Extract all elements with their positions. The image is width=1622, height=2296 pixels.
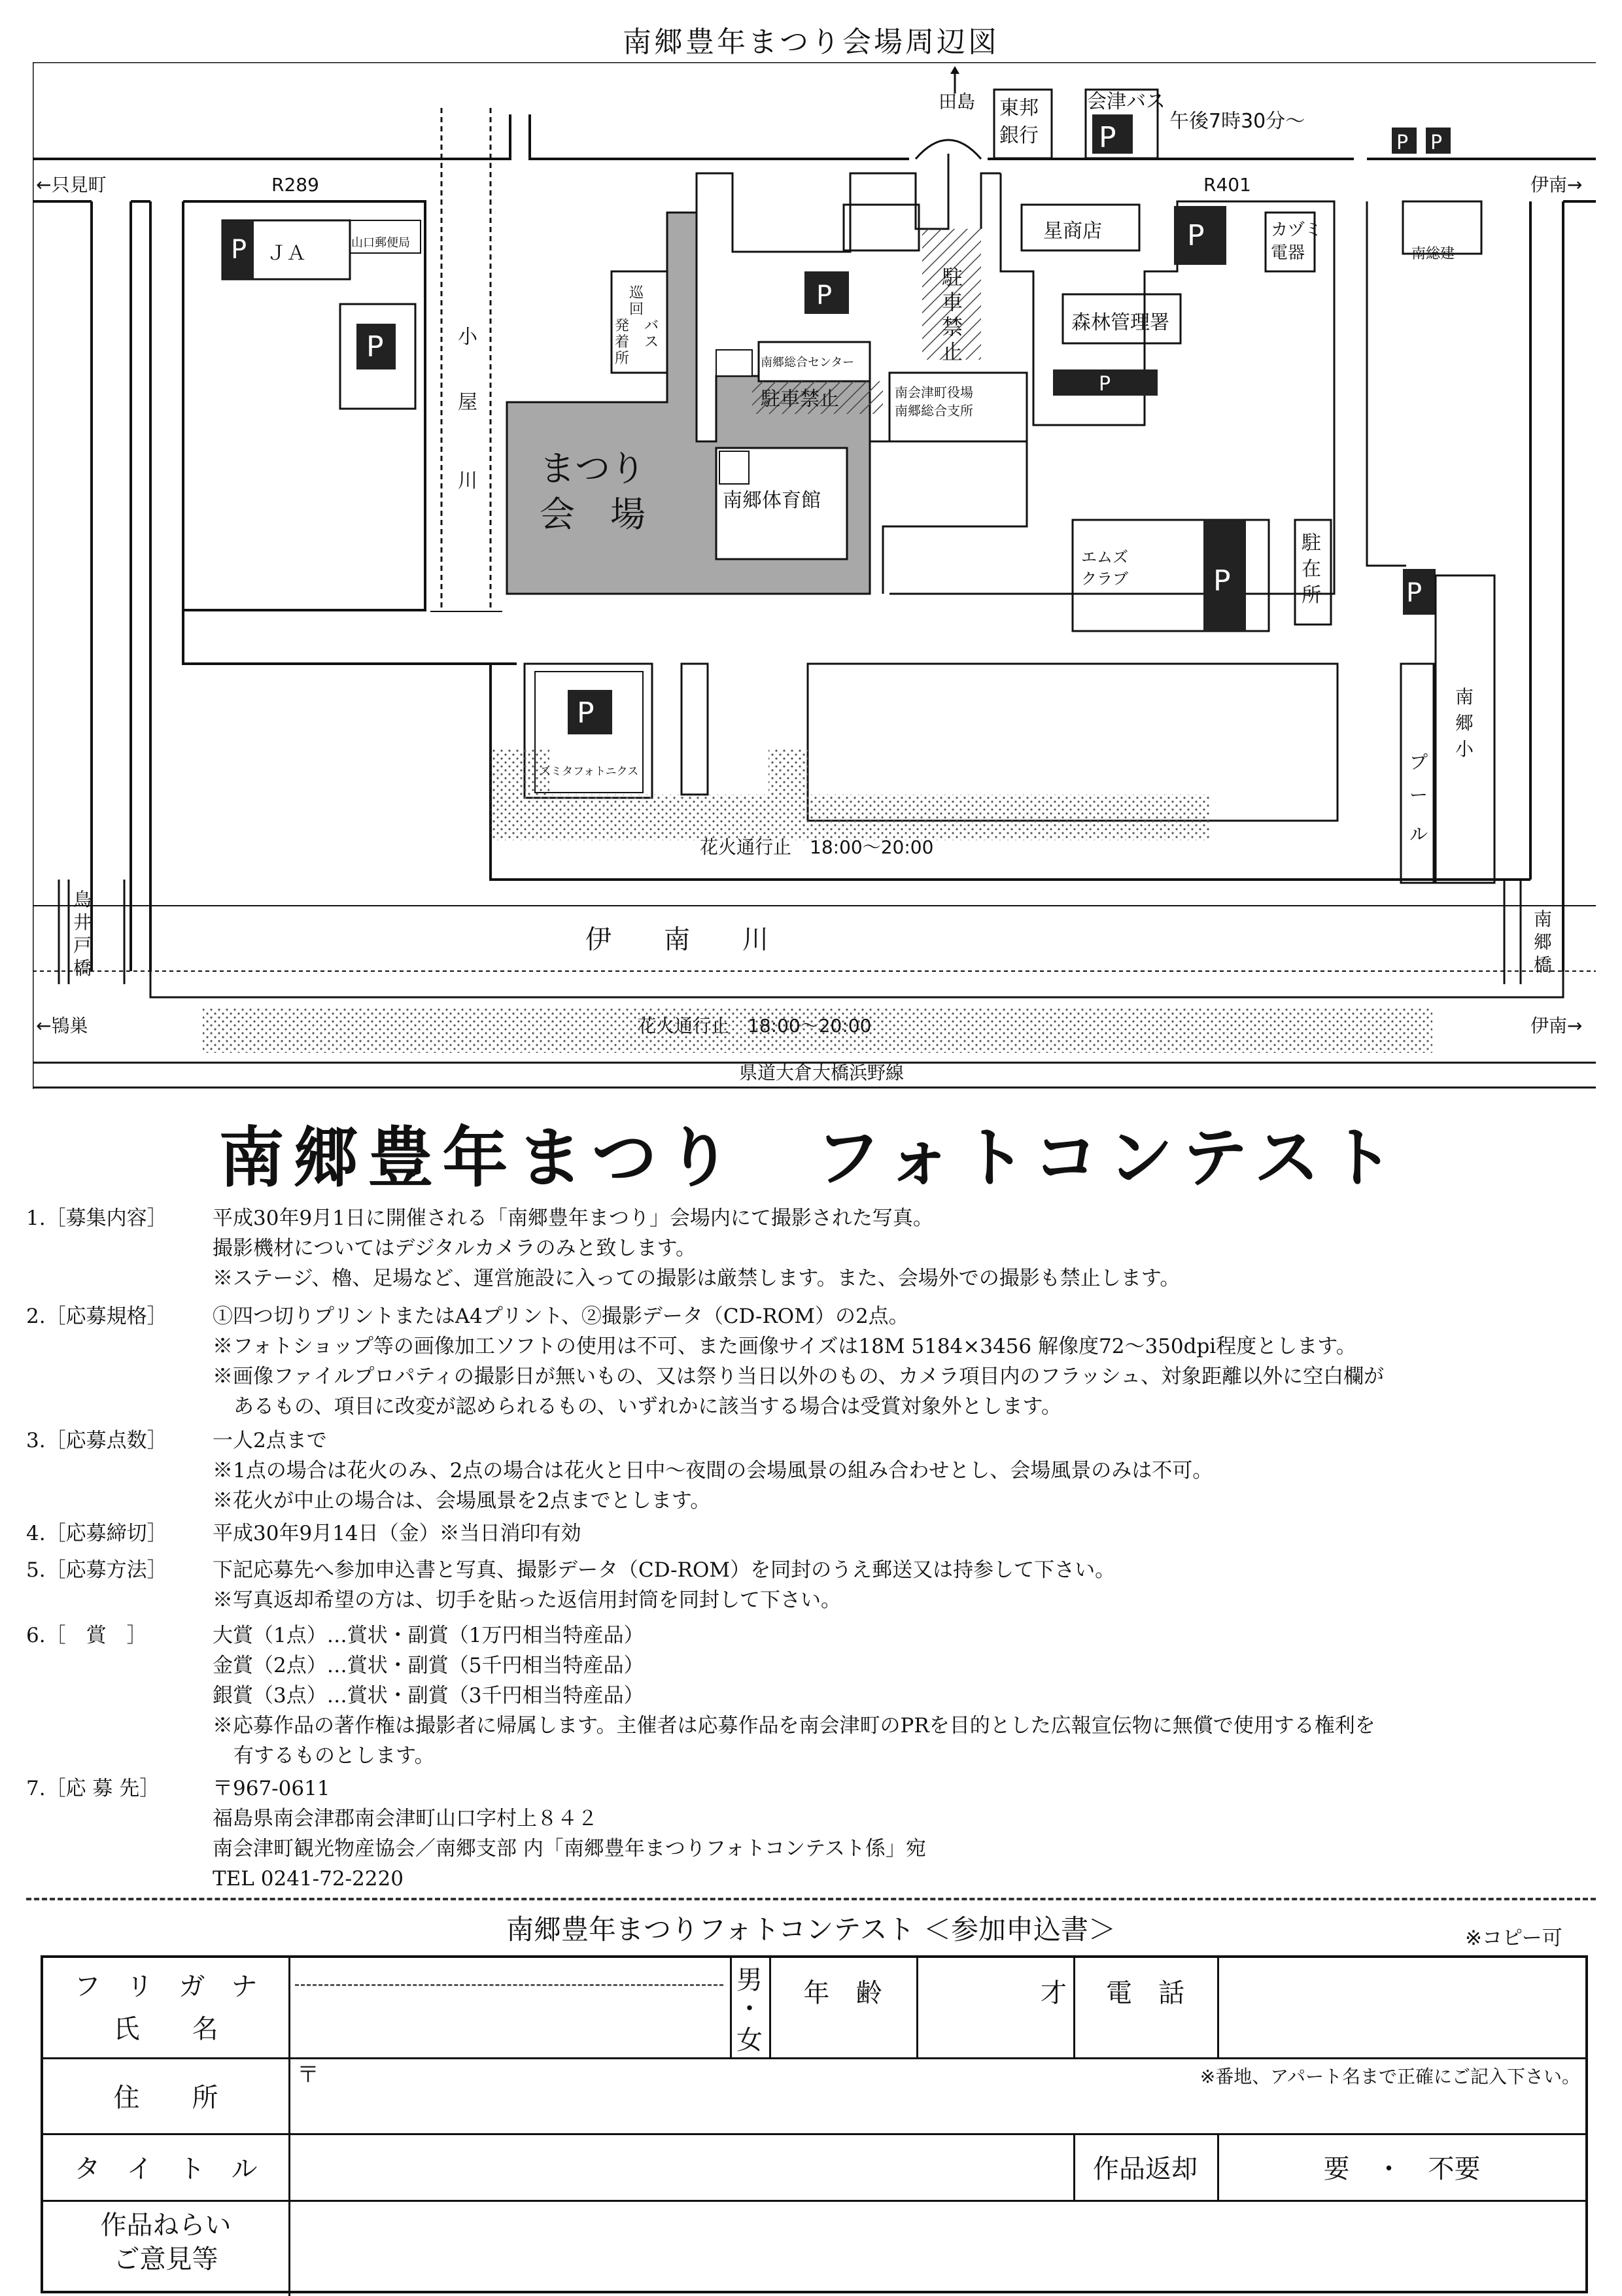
label-toriido-1: 鳥 <box>73 889 92 910</box>
label-pool-2: ー <box>1409 784 1428 806</box>
gender-female[interactable]: 女 <box>736 2025 763 2055</box>
parking-shinrin: P <box>1099 373 1111 396</box>
section-2-line: あるもの、項目に改変が認められるもの、いずれかに該当する場合は受賞対象外とします。 <box>233 1395 1062 1418</box>
contest-heading: 南郷豊年まつり フォトコンテスト <box>218 1119 1404 1196</box>
label-town-office-2: 南郷総合支所 <box>895 403 973 419</box>
label-age: 年 齢 <box>803 1978 882 2008</box>
section-6-num: 6.［ 賞 ］ <box>26 1624 147 1647</box>
section-6-line: 大賞（1点）…賞状・副賞（1万円相当特産品） <box>213 1624 644 1647</box>
section-3-line: ※1点の場合は花火のみ、2点の場合は花火と日中～夜間の会場風景の組み合わせとし、会場風景のみは不可。 <box>213 1459 1213 1482</box>
label-shinrin: 森林管理署 <box>1071 311 1169 334</box>
label-junkai-2: 回 <box>629 301 644 318</box>
section-2-num: 2.［応募規格］ <box>26 1305 167 1328</box>
section-6-line: 有するものとします。 <box>233 1744 435 1768</box>
label-address: 住 所 <box>113 2082 218 2113</box>
section-7-line: TEL 0241-72-2220 <box>213 1867 404 1891</box>
section-2-line: ※フォトショップ等の画像加工ソフトの使用は不可、また画像サイズは18M 5184×3456 解像度72～350dpi程度とします。 <box>213 1335 1356 1358</box>
label-nango-bridge-2: 郷 <box>1534 931 1553 953</box>
section-1-line: 平成30年9月1日に開催される「南郷豊年まつり」会場内にて撮影された写真。 <box>213 1207 933 1230</box>
label-inan-river: 伊 南 川 <box>585 925 768 955</box>
label-fireworks-closure-1: 花火通行止 18:00～20:00 <box>700 836 934 858</box>
label-nango-soken: 南総建 <box>1411 246 1455 262</box>
cut-line <box>26 1898 1596 1900</box>
section-6 <box>26 1620 1596 1771</box>
section-2 <box>26 1301 1596 1422</box>
section-2-line: ①四つ切りプリントまたはA4プリント、②撮影データ（CD-ROM）の2点。 <box>213 1305 909 1328</box>
label-name: 氏 名 <box>113 2013 218 2044</box>
gender-dot: ・ <box>736 1994 763 2024</box>
label-no-parking-h: 駐車禁止 <box>761 388 839 411</box>
label-koya-river-3: 川 <box>458 470 477 492</box>
postal-mark: 〒 <box>297 2061 319 2088</box>
parking-top-right-2: P <box>1430 131 1443 154</box>
section-3-line: ※花火が中止の場合は、会場風景を2点までとします。 <box>213 1489 711 1513</box>
label-aim-2: ご意見等 <box>113 2244 218 2274</box>
label-bus-time: 午後7時30分～ <box>1169 110 1305 133</box>
label-junkai-3: バ <box>644 318 659 334</box>
label-to-tadami: ←只見町 <box>36 174 107 196</box>
label-nango-elem-2: 郷 <box>1455 712 1474 734</box>
label-to-inan-bottom: 伊南→ <box>1530 1015 1583 1037</box>
return-options[interactable]: 要 ・ 不要 <box>1323 2153 1481 2184</box>
label-to-inan-top: 伊南→ <box>1530 174 1583 196</box>
label-no-parking-v-3: 禁 <box>942 315 963 339</box>
label-kazumi-2: 電器 <box>1271 243 1305 263</box>
label-junkai-1: 巡 <box>629 285 644 301</box>
label-toriido-4: 橋 <box>73 957 92 979</box>
section-1-line: ※ステージ、櫓、足場など、運営施設に入っての撮影は厳禁します。また、会場外での撮影も禁止します。 <box>213 1267 1181 1290</box>
label-fireworks-closure-2: 花火通行止 18:00～20:00 <box>638 1015 872 1037</box>
section-5-num: 5.［応募方法］ <box>26 1558 167 1582</box>
label-aim-1: 作品ねらい <box>100 2210 232 2240</box>
section-1 <box>26 1203 1596 1295</box>
parking-school: P <box>1406 578 1423 608</box>
section-7-line: 〒967-0611 <box>213 1777 330 1800</box>
parking-right-top: P <box>1187 219 1205 252</box>
section-1-num: 1.［募集内容］ <box>26 1207 167 1230</box>
parking-sumita: P <box>577 696 595 730</box>
copy-note: ※コピー可 <box>1465 1927 1562 1950</box>
label-prefectural-road: 県道大倉大橋浜野線 <box>739 1062 905 1084</box>
label-aizu-bus: 会津バス <box>1087 90 1165 113</box>
label-r401: R401 <box>1203 174 1251 196</box>
section-3-line: 一人2点まで <box>213 1429 327 1452</box>
parking-top-right-1: P <box>1396 131 1409 154</box>
label-koya-river-1: 小 <box>458 326 477 349</box>
section-4 <box>26 1518 1596 1551</box>
section-7-line: 南会津町観光物産協会／南郷支部 内「南郷豊年まつりフォトコンテスト係」宛 <box>213 1837 926 1860</box>
parking-left: P <box>366 330 384 364</box>
parking-ems: P <box>1213 564 1231 598</box>
label-nango-bridge-1: 南 <box>1534 908 1553 930</box>
parking-ja: P <box>231 235 247 265</box>
label-ems-1: エムズ <box>1081 548 1128 566</box>
section-7-num: 7.［応 募 先］ <box>26 1777 160 1800</box>
label-nango-elem-1: 南 <box>1455 686 1474 708</box>
label-pool-1: プ <box>1409 751 1428 773</box>
section-5 <box>26 1555 1596 1617</box>
label-junkai-6: 着 <box>615 334 630 351</box>
label-furigana: フ リ ガ ナ <box>74 1971 258 2002</box>
section-5-line: ※写真返却希望の方は、切手を貼った返信用封筒を同封して下さい。 <box>213 1588 841 1612</box>
name-input[interactable] <box>295 1971 723 2049</box>
label-kazumi-1: カヅミ <box>1271 220 1322 240</box>
label-toho-bank-2: 銀行 <box>999 124 1039 147</box>
label-venue-1: まつり <box>540 448 646 489</box>
label-hoshi-shoten: 星商店 <box>1043 220 1102 243</box>
label-return: 作品返却 <box>1093 2153 1198 2184</box>
section-6-line: 金賞（2点）…賞状・副賞（5千円相当特産品） <box>213 1654 644 1677</box>
label-title: タ イ ト ル <box>74 2153 258 2184</box>
application-form <box>41 1955 1588 2293</box>
phone-input[interactable] <box>1217 1958 1587 2057</box>
address-note: ※番地、アパート名まで正確にご記入下さい。 <box>1199 2066 1580 2087</box>
label-chuzai-3: 所 <box>1302 584 1321 607</box>
section-6-line: 銀賞（3点）…賞状・副賞（3千円相当特産品） <box>213 1684 644 1707</box>
label-junkai-7: 所 <box>615 351 630 367</box>
address-input[interactable] <box>292 2089 1583 2131</box>
title-input[interactable] <box>292 2134 1070 2199</box>
section-2-line: ※画像ファイルプロパティの撮影日が無いもの、又は祭り当日以外のもの、カメラ項目内のフラッシュ、対象距離以外に空白欄が <box>213 1365 1385 1388</box>
section-3-num: 3.［応募点数］ <box>26 1429 167 1452</box>
label-toriido-2: 井 <box>73 912 92 933</box>
label-yamaguchi-post: 山口郵便局 <box>351 236 410 250</box>
section-7-line: 福島県南会津郡南会津町山口字村上８４２ <box>213 1807 598 1830</box>
label-chuzai-1: 駐 <box>1302 532 1321 555</box>
label-town-office-1: 南会津町役場 <box>895 385 973 400</box>
aim-input[interactable] <box>292 2201 1583 2293</box>
label-toho-bank-1: 東邦 <box>999 97 1039 120</box>
label-no-parking-v-1: 駐 <box>942 265 963 290</box>
label-to-tajima: 田島 <box>939 91 976 112</box>
section-1-line: 撮影機材についてはデジタルカメラのみと致します。 <box>213 1237 697 1260</box>
map-title: 南郷豊年まつり会場周辺図 <box>623 26 999 59</box>
form-title: 南郷豊年まつりフォトコンテスト ＜参加申込書＞ <box>506 1913 1116 1945</box>
section-5-line: 下記応募先へ参加申込書と写真、撮影データ（CD-ROM）を同封のうえ郵送又は持参して下さい。 <box>213 1558 1116 1582</box>
parking-aizu-bus: P <box>1099 121 1116 154</box>
section-7 <box>26 1773 1596 1894</box>
age-unit[interactable]: 才 <box>1041 1978 1067 2008</box>
label-phone: 電 話 <box>1106 1978 1184 2008</box>
label-r289: R289 <box>271 174 319 196</box>
label-sumita: スミタフォトニクス <box>540 765 639 778</box>
section-3 <box>26 1426 1596 1517</box>
venue-map <box>33 62 1596 1089</box>
gender-male[interactable]: 男 <box>736 1964 763 1995</box>
section-4-line: 平成30年9月14日（金）※当日消印有効 <box>213 1522 581 1545</box>
label-toriido-3: 戸 <box>73 934 92 956</box>
label-nango-center: 南郷総合センター <box>761 356 855 369</box>
label-junkai-5: 発 <box>615 318 630 334</box>
label-no-parking-v-4: 止 <box>942 339 963 364</box>
label-no-parking-v-2: 車 <box>942 290 963 315</box>
section-4-num: 4.［応募締切］ <box>26 1522 167 1545</box>
label-venue-2: 会 場 <box>540 494 646 535</box>
label-koya-river-2: 屋 <box>458 391 477 414</box>
label-pool-3: ル <box>1409 823 1428 845</box>
label-nango-elem-3: 小 <box>1455 738 1474 760</box>
label-to-uzu: ←鴇巣 <box>36 1015 88 1037</box>
label-ems-2: クラブ <box>1081 570 1128 588</box>
label-nango-bridge-3: 橋 <box>1534 954 1553 976</box>
label-chuzai-2: 在 <box>1302 558 1321 581</box>
parking-center: P <box>816 281 833 311</box>
section-6-line: ※応募作品の著作権は撮影者に帰属します。主催者は応募作品を南会津町のPRを目的とした広報宣伝物に無償で使用する権利を <box>213 1714 1375 1738</box>
label-junkai-4: ス <box>644 334 659 351</box>
label-ja: ＪＡ <box>267 242 306 265</box>
label-gym: 南郷体育館 <box>723 489 821 512</box>
